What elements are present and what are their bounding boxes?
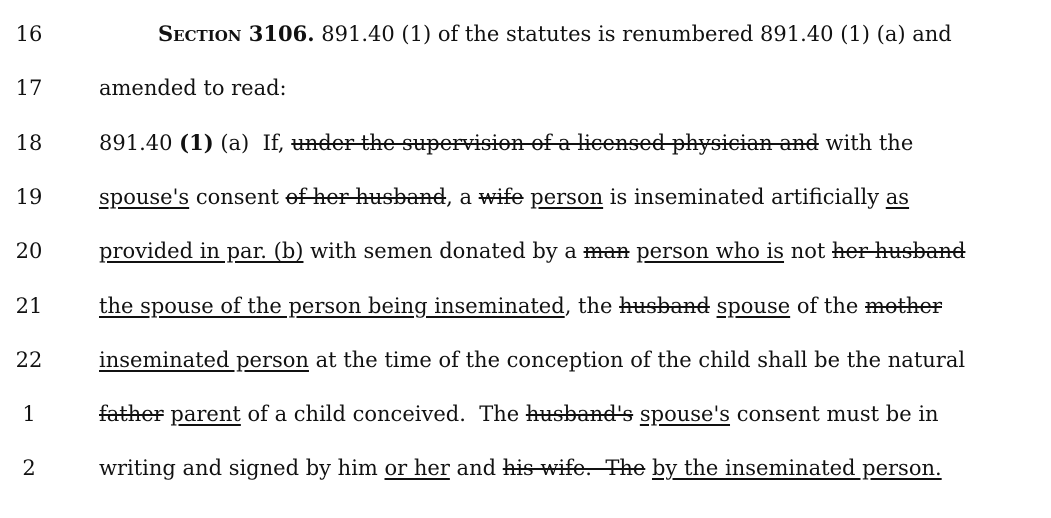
text-line	[0, 170, 1051, 224]
deleted-text: mother	[865, 294, 942, 318]
line-number: 19	[15, 185, 43, 209]
inserted-text: inseminated person	[99, 348, 309, 372]
line-number: 1	[22, 402, 36, 426]
deleted-text: man	[583, 239, 630, 263]
text-segment: amended to read:	[99, 76, 287, 100]
line-text	[99, 279, 1015, 333]
deleted-text: husband's	[525, 402, 634, 426]
text-segment: , a	[446, 185, 479, 209]
text-segment: of the	[790, 294, 865, 318]
text-line	[0, 333, 1051, 387]
text-segment: with semen donated by a	[303, 239, 584, 263]
text-segment: of a child conceived. The	[240, 402, 526, 426]
line-text	[99, 170, 1015, 224]
text-line	[0, 279, 1051, 333]
line-number: 21	[15, 294, 43, 318]
text-segment: , the	[564, 294, 620, 318]
deleted-text: of her husband	[285, 185, 447, 209]
section-heading: Section 3106.	[158, 21, 315, 46]
text-segment: at the time of the conception of the child shall be the natural	[308, 348, 966, 372]
inserted-text: person	[530, 185, 604, 209]
text-segment: 891.40 (1) of the statutes is renumbered 891.40 (1) (a) and	[314, 22, 952, 46]
inserted-text: spouse's	[99, 185, 190, 209]
inserted-text: parent	[170, 402, 241, 426]
line-text	[99, 116, 1015, 170]
line-number: 22	[15, 348, 43, 372]
line-number: 17	[15, 76, 43, 100]
deleted-text: her husband	[832, 239, 966, 263]
inserted-text: provided in par. (b)	[99, 239, 304, 263]
text-segment: consent	[189, 185, 286, 209]
text-segment: consent must be in	[730, 402, 939, 426]
inserted-text: spouse	[716, 294, 791, 318]
deleted-text: wife	[478, 185, 524, 209]
line-number: 20	[15, 239, 43, 263]
line-text	[99, 333, 1015, 387]
line-text	[99, 441, 1015, 495]
inserted-text: spouse's	[639, 402, 731, 426]
deleted-text: father	[99, 402, 164, 426]
text-segment	[633, 402, 640, 426]
text-line	[0, 441, 1051, 495]
line-number: 2	[22, 456, 36, 480]
inserted-text: or her	[384, 456, 450, 480]
text-segment: and	[449, 456, 503, 480]
text-segment: writing and signed by him	[99, 456, 385, 480]
text-line	[0, 61, 1051, 115]
line-text	[99, 224, 1015, 278]
deleted-text: husband	[619, 294, 710, 318]
text-line	[0, 224, 1051, 278]
text-segment	[710, 294, 717, 318]
line-number: 18	[15, 131, 43, 155]
deleted-text: his wife. The	[502, 456, 646, 480]
line-text	[99, 387, 1015, 441]
inserted-text: the spouse of the person being inseminated	[99, 294, 565, 318]
text-line	[0, 7, 1051, 61]
deleted-text: under the supervision of a licensed physician and	[291, 131, 819, 155]
text-segment: 891.40	[99, 131, 180, 155]
text-line	[0, 387, 1051, 441]
text-segment	[645, 456, 652, 480]
inserted-text: by the inseminated person.	[651, 456, 942, 480]
subsection-number: (1)	[179, 130, 214, 155]
inserted-text: as	[885, 185, 910, 209]
line-text	[99, 61, 1015, 115]
text-segment: is inseminated artificially	[603, 185, 886, 209]
line-text	[158, 7, 1015, 61]
line-number: 16	[15, 22, 43, 46]
inserted-text: person who is	[636, 239, 785, 263]
text-line	[0, 116, 1051, 170]
text-segment: not	[784, 239, 832, 263]
text-segment: with the	[818, 131, 914, 155]
text-segment: (a) If,	[213, 131, 292, 155]
